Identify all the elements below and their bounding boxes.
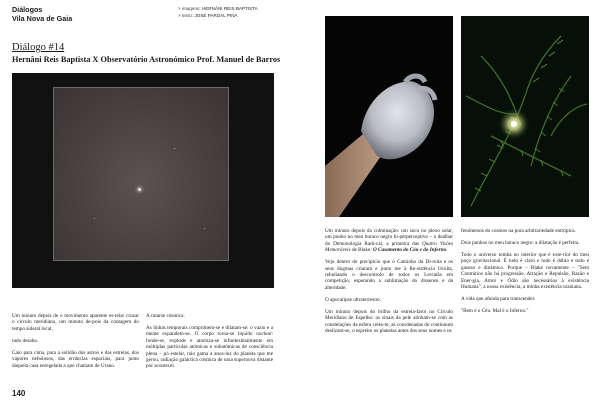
paragraph: A catarse cósmica.: [146, 313, 185, 319]
series-header: [12, 6, 72, 23]
paragraph: Um minuto depois do brilho da estrela-farol no Círculo Meridiano de Espelho: os sinais da pele alinham-se com as constelações da esfera celes-te, as coordenadas do continuum deslizam-se, o espreito os planetas antes dos seus nomes e os: [325, 308, 453, 335]
paragraph: Um minuto depois de o movimento aparente es-telar cruzar o círculo meridiano, um minuto de-pois da contagem do tempo sideral local,: [12, 313, 139, 332]
text-column-1: [12, 313, 139, 375]
paragraph: [325, 228, 453, 254]
page-number: 140: [12, 389, 26, 398]
faint-star: [94, 218, 95, 219]
series-title: Diálogos: [12, 5, 43, 14]
text-run: .: [446, 247, 448, 254]
faint-star: [204, 228, 205, 229]
photo-plant: [461, 16, 589, 217]
credit-images: [178, 6, 258, 13]
paragraph: O apocalipse ultraterrestre.: [325, 296, 382, 303]
faint-star: [174, 148, 175, 149]
credit-images-value: HERNÂNI REIS BAPTISTA: [201, 6, 258, 11]
text-column-3: [325, 228, 453, 340]
paragraph: Dois punhos no meu buraco negro: a dilatação é perfeita.: [461, 240, 580, 246]
paragraph: tudo desaba.: [12, 337, 38, 344]
credits-block: [178, 6, 258, 19]
text-column-4: [461, 228, 589, 320]
photo-hand: [325, 16, 453, 217]
paragraph: Vejo dentro do precipício que o Caminho da Di-reita e os seus dogmas criaram e junto me à Re-sistência Oculta, rebuliando o descontrolo de todos os Leviatãs em competição, esperando a sublimação do dissenso e da alteridade.: [325, 259, 453, 291]
credit-text: [178, 13, 258, 20]
bold-italic-title: O Casamento do Céu e do Inferno: [372, 247, 447, 254]
text-run: de Blake:: [350, 247, 373, 254]
credit-text-label: > texto:: [178, 12, 194, 18]
hand-illustration: [325, 16, 453, 217]
article-subtitle: Hernâni Reis Baptista X Observatório Astronómico Prof. Manuel de Barros: [12, 55, 281, 64]
series-location: Vila Nova de Gaia: [12, 13, 73, 23]
paragraph: "Bem é o Céu. Mal é o Inferno.": [461, 308, 529, 315]
paragraph: A vida que afunda para transcender.: [461, 296, 536, 303]
paragraph: As linhas temporais comprimem-se e dilatam-se: o vazio e a mente expandem-se. O corpo torna-se líquido nuclear: funde-se, explode e atomiza-se infinitesimalmente em múltiplas partículas atómicas e subatómicas de consciência plena – pó estelar, raio gama a anos-luz do planeta que me gerou, radiação galáctica cósmica de uma supernova distante por acontecer.: [146, 325, 273, 370]
text-run: Um minuto depois da culminação: um soco no plexo solar, um punho no meu buraco negro hi-perperceptivo – o dealbar do Demonologia Radi-cal, a primeira das: [325, 228, 453, 247]
photo-plate: [12, 73, 274, 288]
article-heading: Diálogo #14: [12, 42, 65, 53]
astronomic-plate: [53, 87, 229, 261]
credit-text-value: JOSÉ PARDAL PINA: [194, 12, 238, 18]
paragraph: Caio para cima, para a solidão dos astros e das estrelas, dos vapores nebulosos, das errâncias espaciais, para junto daquela casa enregelada a que chamam de Urano.: [12, 349, 139, 369]
text-column-2: [146, 313, 273, 375]
paragraph: Todo o universo tomba no interior que é exte-rior do meu poço gravitacional. É tudo é claro e tudo é dúbio e tudo é gasoso e dinâmico. Porque – Blake novamente – "Sem Contrários não há progressão. Atração e Repulsão, Razão e Ener-gia, Amor e Ódio são necessários à existência Humana", a nossa existência, a minha existência uraniana.: [461, 252, 589, 291]
italic-title: Quatro Visões Memoráveis: [325, 240, 453, 254]
paragraph: fenómenos do cosmos na pura arbitrariedade entrópica.: [461, 228, 576, 234]
bright-star: [138, 188, 141, 191]
credit-images-label: > imagens:: [178, 6, 201, 11]
plant-illustration: [461, 16, 589, 217]
